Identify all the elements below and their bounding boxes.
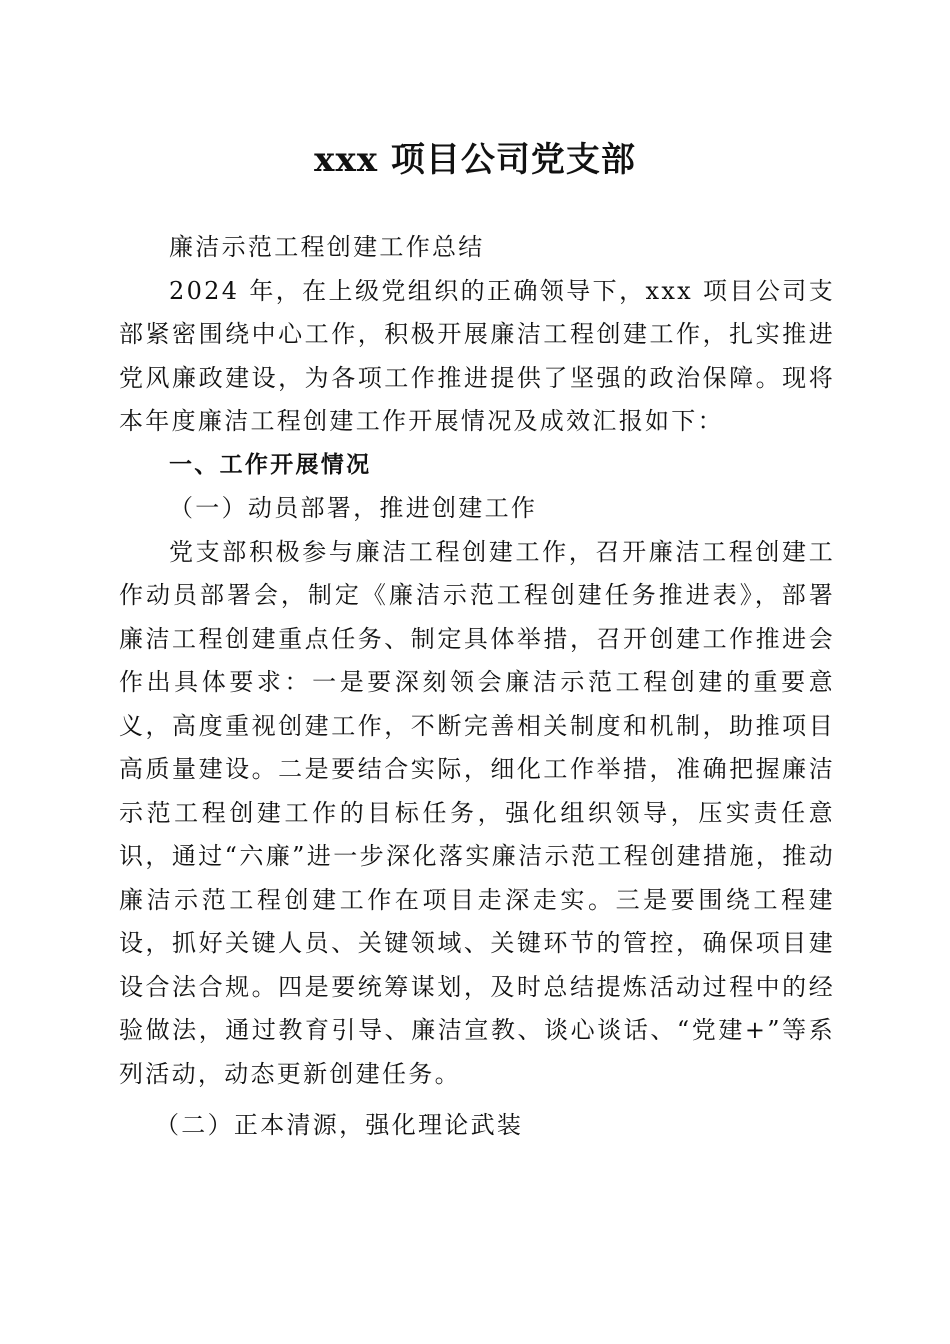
document-body [119,226,835,1148]
document-title: xxx 项目公司党支部 [314,140,636,180]
subsection-heading-2: （二）正本清源，强化理论武装 [155,1111,524,1139]
subsection-heading: （一）动员部署，推进创建工作 [169,494,538,522]
body-paragraph: 党支部积极参与廉洁工程创建工作，召开廉洁工程创建工作动员部署会，制定《廉洁示范工程创建任务推进表》，部署廉洁工程创建重点任务、制定具体举措，召开创建工作推进会作出具体要求：一是要深刻领会廉洁示范工程创建的重要意义，高度重视创建工作，不断完善相关制度和机制，助推项目高质量建设。二是要结合实际，细化工作举措，准确把握廉洁示范工程创建工作的目标任务，强化组织领导，压实责任意识，通过“六廉”进一步深化落实廉洁示范工程创建措施，推动廉洁示范工程创建工作在项目走深走实。三是要围绕工程建设，抓好关键人员、关键领域、关键环节的管控，确保项目建设合法合规。四是要统筹谋划，及时总结提炼活动过程中的经验做法，通过教育引导、廉洁宣教、谈心谈话、“党建+”等系列活动，动态更新创建任务。 [119,537,835,1088]
document-subtitle: 廉洁示范工程创建工作总结 [169,233,485,261]
intro-paragraph: 2024 年，在上级党组织的正确领导下，xxx 项目公司支部紧密围绕中心工作，积极开展廉洁工程创建工作，扎实推进党风廉政建设，为各项工作推进提供了坚强的政治保障。现将本年度廉洁工程创建工作开展情况及成效汇报如下： [119,276,835,435]
section-heading: 一、工作开展情况 [169,451,372,478]
